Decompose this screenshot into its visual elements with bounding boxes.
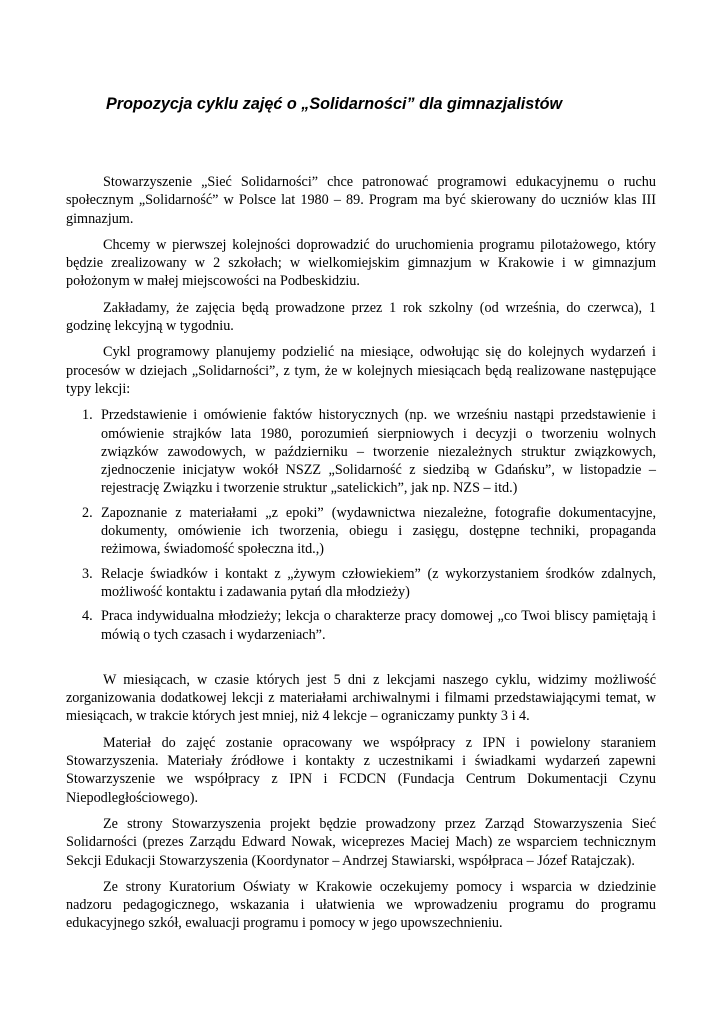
list-item-text: Relacje świadków i kontakt z „żywym człowiekiem” (z wykorzystaniem środków zdalnych, możliwość kontaktu i zadawania pytań dla młodzieży) xyxy=(101,565,656,600)
list-item xyxy=(66,504,656,559)
list-item xyxy=(66,565,656,602)
paragraph-intro-4: Cykl programowy planujemy podzielić na miesiące, odwołując się do kolejnych wydarzeń i procesów w dziejach „Solidarności”, z tym, że w kolejnych miesiącach będą realizowane następujące typy lekcji: xyxy=(66,344,656,397)
list-item-text: Przedstawienie i omówienie faktów historycznych (np. we wrześniu nastąpi przedstawienie i omówienie strajków lata 1980, porozumień sierpniowych i decyzji o tworzeniu wolnych związków zawodowych, w październiku – tworzenie niezależnych struktur związkowych, zjednoczenie inicjatyw wokół NSZZ „Solidarność z siedzibą w Gdańsku”, w listopadzie – rejestrację Związku i tworzenie struktur „satelickich”, jak np. NZS – itd.) xyxy=(101,407,656,497)
document-body xyxy=(66,173,656,941)
section-spacer xyxy=(66,652,656,671)
paragraph-intro-3: Zakładamy, że zajęcia będą prowadzone przez 1 rok szkolny (od września, do czerwca), 1 godzinę lekcyjną w tygodniu. xyxy=(66,299,656,335)
list-item-number: 2. xyxy=(82,504,93,521)
list-item xyxy=(66,406,656,497)
list-item-number: 4. xyxy=(82,608,93,625)
paragraph-intro-2: Chcemy w pierwszej kolejności doprowadzić do uruchomienia programu pilotażowego, który będzie zrealizowany w 2 szkołach; w wielkomiejskim gimnazjum w Krakowie i w gimnazjum położonym w małej miejscowości na Podbeskidziu. xyxy=(66,236,656,290)
paragraph-intro-1: Stowarzyszenie „Sieć Solidarności” chce patronować programowi edukacyjnemu o ruchu społecznym „Solidarność” w Polsce lat 1980 – 89. Program ma być skierowany do uczniów klas III gimnazjum. xyxy=(66,174,656,227)
paragraph-outro-1: W miesiącach, w czasie których jest 5 dni z lekcjami naszego cyklu, widzimy możliwość zorganizowania dodatkowej lekcji z materiałami archiwalnymi i filmami przedstawiającymi temat, w miesiącach, w trakcie których jest mniej, niż 4 lekcje – ograniczamy punkty 3 i 4. xyxy=(66,671,656,725)
list-item-number: 1. xyxy=(82,407,93,424)
list-item xyxy=(66,607,656,644)
list-item-text: Zapoznanie z materiałami „z epoki” (wydawnictwa niezależne, fotografie dokumentacyjne, dokumenty, omówienie ich tworzenia, obiegu i zasięgu, dostępne techniki, propaganda reżimowa, świadomość społeczna itd.,) xyxy=(101,504,656,558)
list-item-number: 3. xyxy=(82,565,93,582)
lesson-types-list xyxy=(66,406,656,644)
list-item-text: Praca indywidualna młodzieży; lekcja o charakterze pracy domowej „co Twoi bliscy pamiętają i mówią o tych czasach i wydarzeniach”. xyxy=(101,608,656,643)
paragraph-outro-4: Ze strony Kuratorium Oświaty w Krakowie oczekujemy pomocy i wsparcia w dziedzinie nadzoru pedagogicznego, wskazania i ułatwienia we wprowadzeniu programu do programu edukacyjnego szkół, ewaluacji programu i pomocy w jego upowszechnieniu. xyxy=(66,878,656,932)
paragraph-outro-3: Ze strony Stowarzyszenia projekt będzie prowadzony przez Zarząd Stowarzyszenia Sieć Solidarności (prezes Zarządu Edward Nowak, wiceprezes Maciej Mach) ze wsparciem technicznym Sekcji Edukacji Stowarzyszenia (Koordynator – Andrzej Stawiarski, współpraca – Józef Ratajczak). xyxy=(66,815,656,869)
document-title: Propozycja cyklu zajęć o „Solidarności” dla gimnazjalistów xyxy=(106,95,563,113)
paragraph-outro-2: Materiał do zajęć zostanie opracowany we współpracy z IPN i powielony staraniem Stowarzyszenia. Materiały źródłowe i kontakty z uczestnikami i świadkami wydarzeń zapewni Stowarzyszenie we współpracy z IPN i FCDCN (Fundacja Centrum Dokumentacji Czynu Niepodległościowego). xyxy=(66,734,656,806)
